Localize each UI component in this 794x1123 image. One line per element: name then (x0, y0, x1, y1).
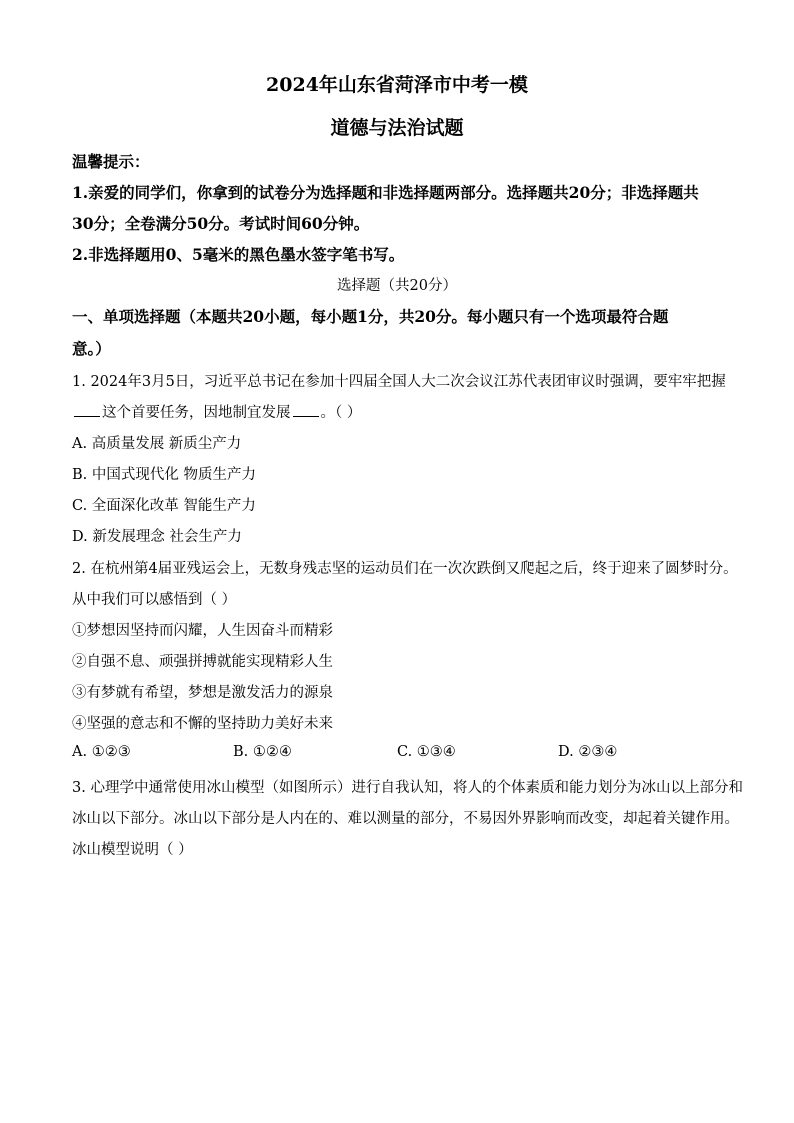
q1-option-a: A. 高质量发展 新质尘产力 (72, 436, 242, 452)
q3-stem-line-2: 冰山以下部分。冰山以下部分是人内在的、难以测量的部分，不易因外界影响而改变，却起着关键作用。 (72, 811, 739, 827)
q1-stem-line-2 (72, 401, 361, 422)
q2-stem-line-2: 从中我们可以感悟到（ ） (72, 592, 237, 608)
part-instructions-line-1: 一、单项选择题（本题共20小题，每小题1分，共20分。每小题只有一个选项最符合题 (72, 307, 669, 326)
q1-option-c: C. 全面深化改革 智能生产力 (72, 498, 256, 514)
q3-stem-line-1: 3. 心理学中通常使用冰山模型（如图所示）进行自我认知，将人的个体素质和能力划分为冰山以上部分和 (72, 780, 743, 796)
q1-stem-line-1: 1. 2024年3月5日，习近平总书记在参加十四届全国人大二次会议江苏代表团审议时强调，要牢牢把握 (72, 374, 726, 390)
part-instructions-line-2: 意。） (72, 339, 111, 358)
q2-option-d: D. ②③④ (558, 744, 618, 760)
q2-statement-1: ①梦想因坚持而闪耀，人生因奋斗而精彩 (72, 623, 333, 639)
q2-option-c: C. ①③④ (397, 744, 456, 760)
exam-title: 2024年山东省菏泽市中考一模 (266, 74, 528, 96)
section-heading: 选择题（共20分） (337, 278, 457, 294)
q2-statement-2: ②自强不息、顽强拼搏就能实现精彩人生 (72, 654, 333, 670)
q1-option-b: B. 中国式现代化 物质生产力 (72, 467, 256, 483)
q2-option-b: B. ①②④ (233, 744, 292, 760)
q2-option-a: A. ①②③ (72, 744, 131, 760)
notice-item-1-line-1: 1.亲爱的同学们，你拿到的试卷分为选择题和非选择题两部分。选择题共20分；非选择题共 (72, 183, 699, 202)
answer-blank (74, 402, 100, 418)
answer-blank (293, 402, 319, 418)
notice-item-1-line-2: 30分；全卷满分50分。考试时间60分钟。 (72, 214, 370, 233)
q2-statement-4: ④坚强的意志和不懈的坚持助力美好未来 (72, 716, 333, 732)
q3-stem-line-3: 冰山模型说明（ ） (72, 842, 193, 858)
q2-stem-line-1: 2. 在杭州第4届亚残运会上，无数身残志坚的运动员们在一次次跌倒又爬起之后，终于迎来了圆梦时分。 (72, 561, 738, 577)
q1-stem-text-b: 。（ ） (320, 405, 362, 421)
notice-item-2: 2.非选择题用0、5毫米的黑色墨水签字笔书写。 (72, 245, 405, 264)
q1-option-d: D. 新发展理念 社会生产力 (72, 529, 242, 545)
q1-stem-text-a: 这个首要任务，因地制宜发展 (102, 405, 291, 421)
exam-subtitle: 道德与法治试题 (330, 117, 464, 139)
q2-statement-3: ③有梦就有希望，梦想是激发活力的源泉 (72, 685, 333, 701)
notice-heading: 温馨提示： (72, 152, 150, 171)
